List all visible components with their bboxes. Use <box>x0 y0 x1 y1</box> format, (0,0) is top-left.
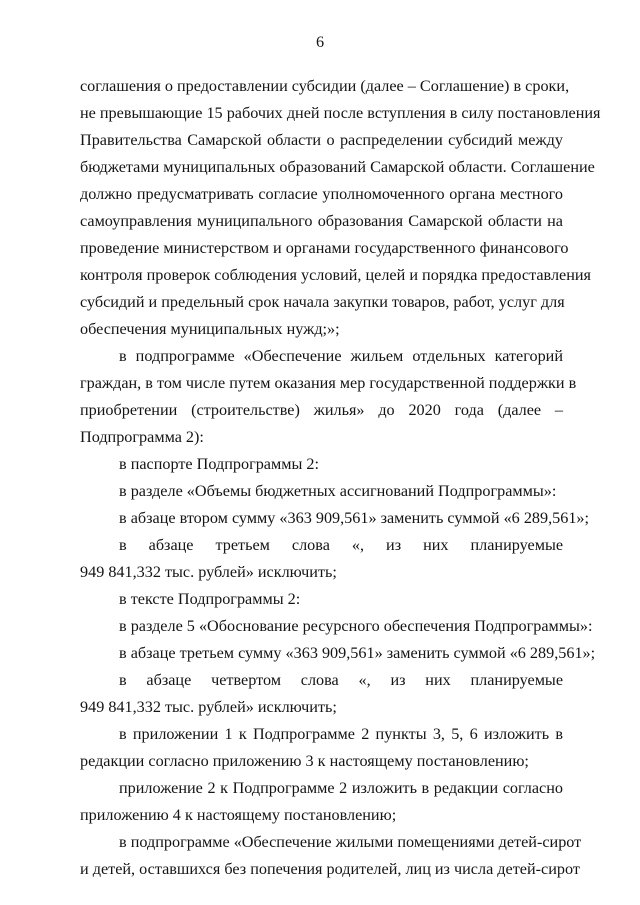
text-line: 949 841,332 тыс. рублей» исключить; <box>80 698 337 716</box>
text-line: в приложении 1 к Подпрограмме 2 пункты 3, 5, 6 изложить в <box>119 725 563 743</box>
text-line: субсидий и предельный срок начала закупки товаров, работ, услуг для <box>80 293 565 311</box>
text-line: соглашения о предоставлении субсидии (далее – Соглашение) в сроки, <box>80 77 570 95</box>
text-line: в абзаце третьем сумму «363 909,561» заменить суммой «6 289,561»; <box>119 644 596 662</box>
text-line: Подпрограмма 2): <box>80 428 204 446</box>
text-line: в тексте Подпрограммы 2: <box>119 590 301 608</box>
text-line: не превышающие 15 рабочих дней после вступления в силу постановления <box>80 104 601 122</box>
text-line: контроля проверок соблюдения условий, целей и порядка предоставления <box>80 266 591 284</box>
text-line: редакции согласно приложению 3 к настоящему постановлению; <box>80 752 529 770</box>
text-line: в подпрограмме «Обеспечение жилыми помещениями детей-сирот <box>119 833 582 851</box>
text-line: Правительства Самарской области о распределении субсидий между <box>80 131 563 149</box>
text-line: в абзаце втором сумму «363 909,561» заменить суммой «6 289,561»; <box>119 509 590 527</box>
text-line: 949 841,332 тыс. рублей» исключить; <box>80 563 337 581</box>
text-line: и детей, оставшихся без попечения родителей, лиц из числа детей-сирот <box>80 860 580 878</box>
text-line: проведение министерством и органами государственного финансового <box>80 239 569 257</box>
text-line: приложению 4 к настоящему постановлению; <box>80 806 397 824</box>
text-line: бюджетами муниципальных образований Самарской области. Соглашение <box>80 158 595 176</box>
text-line: в абзаце четвертом слова «, из них планируемые <box>119 671 563 689</box>
text-line: приложение 2 к Подпрограмме 2 изложить в редакции согласно <box>119 779 563 797</box>
text-line: в разделе 5 «Обоснование ресурсного обеспечения Подпрограммы»: <box>119 617 593 635</box>
text-line: обеспечения муниципальных нужд;»; <box>80 320 340 338</box>
text-line: должно предусматривать согласие уполномоченного органа местного <box>80 185 563 203</box>
text-line: в разделе «Объемы бюджетных ассигнований Подпрограммы»: <box>119 482 557 500</box>
page-number: 6 <box>315 33 325 51</box>
text-line: в паспорте Подпрограммы 2: <box>119 455 319 473</box>
text-line: граждан, в том числе путем оказания мер государственной поддержки в <box>80 374 577 392</box>
text-line: в подпрограмме «Обеспечение жильем отдельных категорий <box>119 347 563 365</box>
text-line: приобретении (строительстве) жилья» до 2020 года (далее – <box>80 401 563 419</box>
text-line: в абзаце третьем слова «, из них планируемые <box>119 536 563 554</box>
text-line: самоуправления муниципального образования Самарской области на <box>80 212 563 230</box>
